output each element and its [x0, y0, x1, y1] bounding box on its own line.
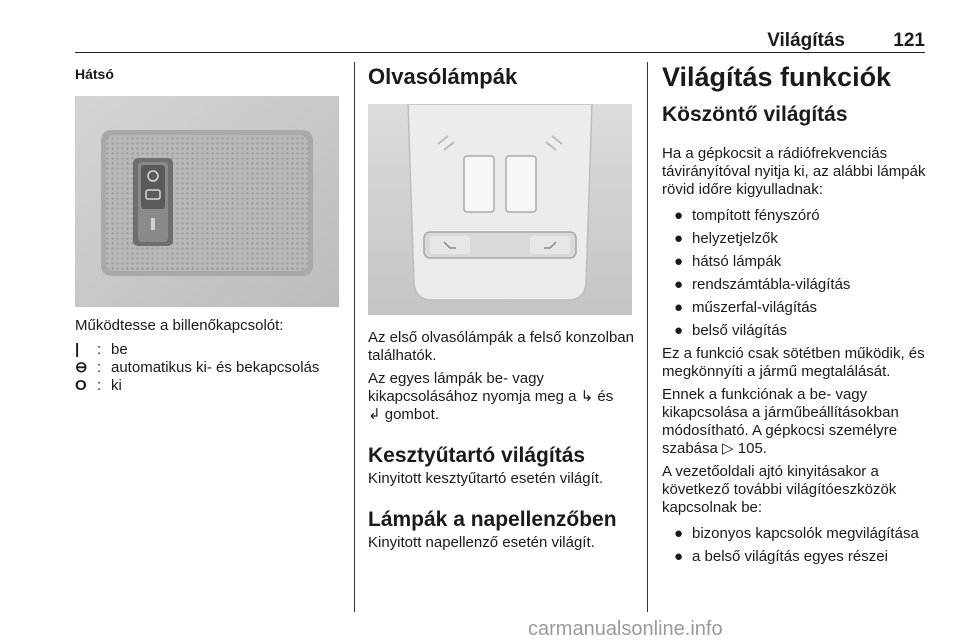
- subheading-rear: Hátsó: [75, 66, 114, 82]
- on-position-icon: |: [75, 341, 80, 358]
- legend-text: automatikus ki- és bekapcsolás: [111, 359, 320, 376]
- settings-note: Ennek a funkciónak a be- vagy kikapcsolása a járműbeállításokban módosítható. A gépkocsi személyre szabása ▷ 105.: [662, 386, 899, 457]
- visor-lamp-text: Kinyitott napellenző esetén világít.: [368, 534, 595, 551]
- welcome-lighting-intro: Ha a gépkocsit a rádiófrekvenciás távirányítóval nyitja ki, az alábbi lámpák rövid időre kigyulladnak:: [662, 145, 926, 198]
- page-reference-arrow-icon: ▷: [722, 440, 734, 457]
- heading-welcome-lighting: Köszöntő világítás: [662, 103, 848, 126]
- list-item: ● hátsó lámpák: [674, 253, 782, 270]
- legend-row: | : be: [75, 341, 128, 358]
- column-lighting-functions: [662, 62, 930, 571]
- list-item: ● belső világítás: [674, 322, 788, 339]
- list-item: ● a belső világítás egyes részei: [674, 548, 888, 565]
- page-reference-link[interactable]: 105.: [737, 440, 767, 457]
- door-contact-icon: ⊖: [75, 359, 88, 376]
- section-title: Világítás: [767, 30, 845, 51]
- switch-legend: [75, 341, 339, 395]
- heading-reading-lamps: Olvasólámpák: [368, 64, 518, 89]
- front-reading-lamp-console-photo: [368, 104, 632, 315]
- list-item: ● bizonyos kapcsolók megvilágítása: [674, 525, 919, 542]
- column-divider: [647, 62, 648, 612]
- list-item: ● helyzetjelzők: [674, 230, 778, 247]
- page-header: [75, 30, 925, 53]
- welcome-lamps-list: [662, 207, 930, 340]
- legend-text: ki: [111, 377, 122, 394]
- list-item: ● műszerfal-világítás: [674, 299, 818, 316]
- column-reading-lamps: [368, 62, 634, 557]
- legend-text: be: [111, 341, 128, 358]
- heading-glovebox-light: Kesztyűtartó világítás: [368, 444, 586, 467]
- heading-lighting-functions: Világítás funkciók: [662, 62, 892, 92]
- heading-visor-lamps: Lámpák a napellenzőben: [368, 508, 617, 531]
- darkness-note: Ez a funkció csak sötétben működik, és megkönnyíti a jármű megtalálását.: [662, 345, 925, 380]
- additional-lights-list: [662, 525, 930, 566]
- legend-row: ⊖ : automatikus ki- és bekapcsolás: [75, 359, 320, 376]
- glovebox-light-text: Kinyitott kesztyűtartó esetén világít.: [368, 470, 604, 487]
- watermark: carmanualsonline.info: [528, 618, 723, 640]
- column-rear-lamp: [75, 62, 339, 395]
- legend-row: O : ki: [75, 377, 122, 394]
- switch-instruction: Működtesse a billenőkapcsolót:: [75, 317, 284, 334]
- right-lamp-button-icon: ↲: [368, 406, 381, 423]
- list-item: ● rendszámtábla-világítás: [674, 276, 851, 293]
- list-item: ● tompított fényszóró: [674, 207, 820, 224]
- column-divider: [354, 62, 355, 612]
- off-position-icon: O: [75, 377, 87, 394]
- driver-door-note: A vezetőoldali ajtó kinyitásakor a következő további világítóeszközök kapcsolnak be:: [662, 463, 897, 516]
- reading-lamp-location: Az első olvasólámpák a felső konzolban találhatók.: [368, 329, 634, 364]
- left-lamp-button-icon: ↳: [580, 388, 594, 405]
- rear-roof-lamp-switch-photo: [75, 96, 339, 307]
- reading-lamp-instruction: Az egyes lámpák be- vagy kikapcsolásához nyomja meg a ↳ és ↲ gombot.: [368, 370, 614, 423]
- page-number: 121: [893, 30, 925, 51]
